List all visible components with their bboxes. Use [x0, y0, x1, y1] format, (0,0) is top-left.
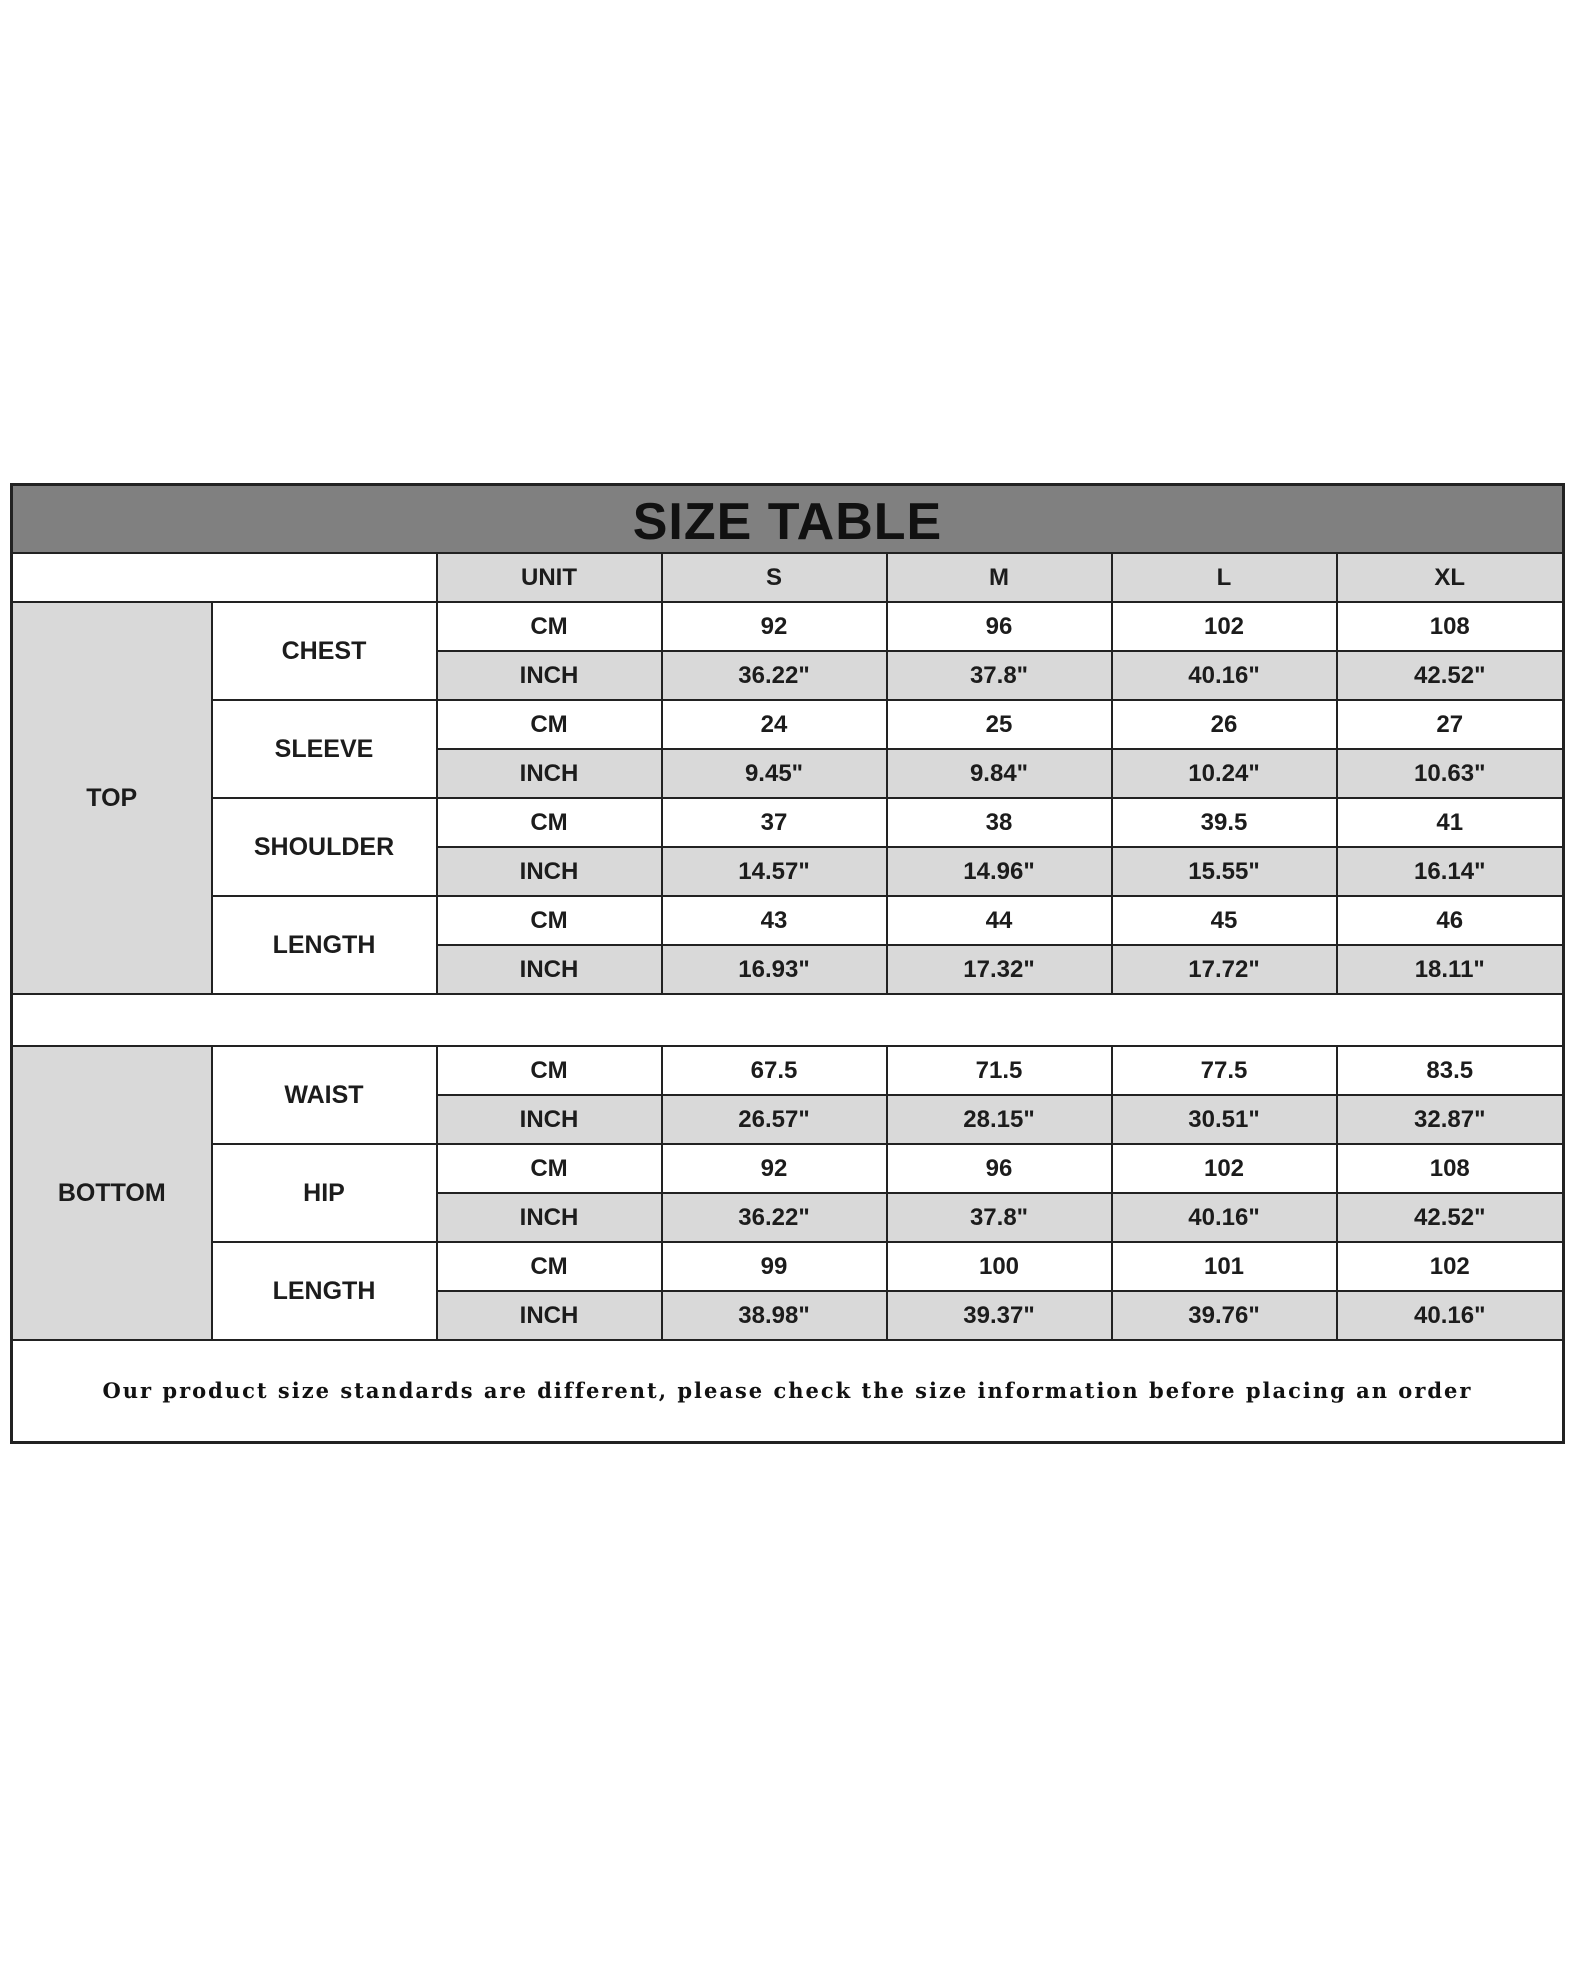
value-cell: 41	[1337, 798, 1564, 847]
value-cell: 102	[1112, 602, 1337, 651]
measurement-label: HIP	[212, 1144, 437, 1242]
value-cell: 40.16"	[1112, 1193, 1337, 1242]
value-cell: 36.22"	[662, 651, 887, 700]
value-cell: 26	[1112, 700, 1337, 749]
measurement-label: LENGTH	[212, 896, 437, 994]
value-cell: 14.96"	[887, 847, 1112, 896]
header-size-l: L	[1112, 553, 1337, 602]
value-cell: 42.52"	[1337, 1193, 1564, 1242]
measurement-label: WAIST	[212, 1046, 437, 1144]
group-label: BOTTOM	[12, 1046, 212, 1340]
header-unit: UNIT	[437, 553, 662, 602]
measurement-label: SHOULDER	[212, 798, 437, 896]
measurement-label: CHEST	[212, 602, 437, 700]
unit-cell: INCH	[437, 1095, 662, 1144]
group-label: TOP	[12, 602, 212, 994]
value-cell: 16.14"	[1337, 847, 1564, 896]
value-cell: 14.57"	[662, 847, 887, 896]
table-row	[12, 700, 1564, 749]
value-cell: 83.5	[1337, 1046, 1564, 1095]
value-cell: 108	[1337, 602, 1564, 651]
table-row	[12, 1242, 1564, 1291]
unit-cell: CM	[437, 798, 662, 847]
value-cell: 96	[887, 1144, 1112, 1193]
value-cell: 9.84"	[887, 749, 1112, 798]
unit-cell: INCH	[437, 1193, 662, 1242]
value-cell: 17.32"	[887, 945, 1112, 994]
value-cell: 40.16"	[1337, 1291, 1564, 1340]
value-cell: 37.8"	[887, 651, 1112, 700]
value-cell: 26.57"	[662, 1095, 887, 1144]
value-cell: 92	[662, 602, 887, 651]
value-cell: 43	[662, 896, 887, 945]
table-row	[12, 896, 1564, 945]
value-cell: 25	[887, 700, 1112, 749]
value-cell: 92	[662, 1144, 887, 1193]
value-cell: 77.5	[1112, 1046, 1337, 1095]
value-cell: 36.22"	[662, 1193, 887, 1242]
value-cell: 71.5	[887, 1046, 1112, 1095]
value-cell: 42.52"	[1337, 651, 1564, 700]
value-cell: 37	[662, 798, 887, 847]
table-row	[12, 1144, 1564, 1193]
value-cell: 27	[1337, 700, 1564, 749]
measurement-label: SLEEVE	[212, 700, 437, 798]
value-cell: 46	[1337, 896, 1564, 945]
table-title: SIZE TABLE	[12, 485, 1564, 554]
table-row	[12, 1046, 1564, 1095]
value-cell: 24	[662, 700, 887, 749]
header-blank	[12, 553, 437, 602]
header-size-s: S	[662, 553, 887, 602]
unit-cell: INCH	[437, 945, 662, 994]
value-cell: 40.16"	[1112, 651, 1337, 700]
value-cell: 44	[887, 896, 1112, 945]
value-cell: 108	[1337, 1144, 1564, 1193]
header-size-m: M	[887, 553, 1112, 602]
value-cell: 96	[887, 602, 1112, 651]
note-row	[12, 1340, 1564, 1442]
value-cell: 18.11"	[1337, 945, 1564, 994]
value-cell: 37.8"	[887, 1193, 1112, 1242]
value-cell: 101	[1112, 1242, 1337, 1291]
value-cell: 30.51"	[1112, 1095, 1337, 1144]
value-cell: 10.24"	[1112, 749, 1337, 798]
value-cell: 38	[887, 798, 1112, 847]
value-cell: 28.15"	[887, 1095, 1112, 1144]
header-size-xl: XL	[1337, 553, 1564, 602]
unit-cell: CM	[437, 1242, 662, 1291]
value-cell: 16.93"	[662, 945, 887, 994]
unit-cell: INCH	[437, 1291, 662, 1340]
spacer-cell	[12, 994, 1564, 1046]
value-cell: 39.37"	[887, 1291, 1112, 1340]
unit-cell: INCH	[437, 651, 662, 700]
spacer-row	[12, 994, 1564, 1046]
value-cell: 9.45"	[662, 749, 887, 798]
unit-cell: INCH	[437, 847, 662, 896]
size-table	[10, 483, 1565, 1444]
value-cell: 39.5	[1112, 798, 1337, 847]
unit-cell: INCH	[437, 749, 662, 798]
value-cell: 102	[1112, 1144, 1337, 1193]
value-cell: 15.55"	[1112, 847, 1337, 896]
header-row	[12, 553, 1564, 602]
unit-cell: CM	[437, 700, 662, 749]
unit-cell: CM	[437, 1144, 662, 1193]
unit-cell: CM	[437, 1046, 662, 1095]
value-cell: 102	[1337, 1242, 1564, 1291]
value-cell: 10.63"	[1337, 749, 1564, 798]
unit-cell: CM	[437, 602, 662, 651]
unit-cell: CM	[437, 896, 662, 945]
value-cell: 99	[662, 1242, 887, 1291]
value-cell: 32.87"	[1337, 1095, 1564, 1144]
value-cell: 45	[1112, 896, 1337, 945]
table-row	[12, 798, 1564, 847]
value-cell: 17.72"	[1112, 945, 1337, 994]
table-row	[12, 602, 1564, 651]
value-cell: 39.76"	[1112, 1291, 1337, 1340]
value-cell: 100	[887, 1242, 1112, 1291]
value-cell: 67.5	[662, 1046, 887, 1095]
value-cell: 38.98"	[662, 1291, 887, 1340]
measurement-label: LENGTH	[212, 1242, 437, 1340]
size-note: Our product size standards are different, please check the size information before placing an order	[12, 1340, 1564, 1442]
